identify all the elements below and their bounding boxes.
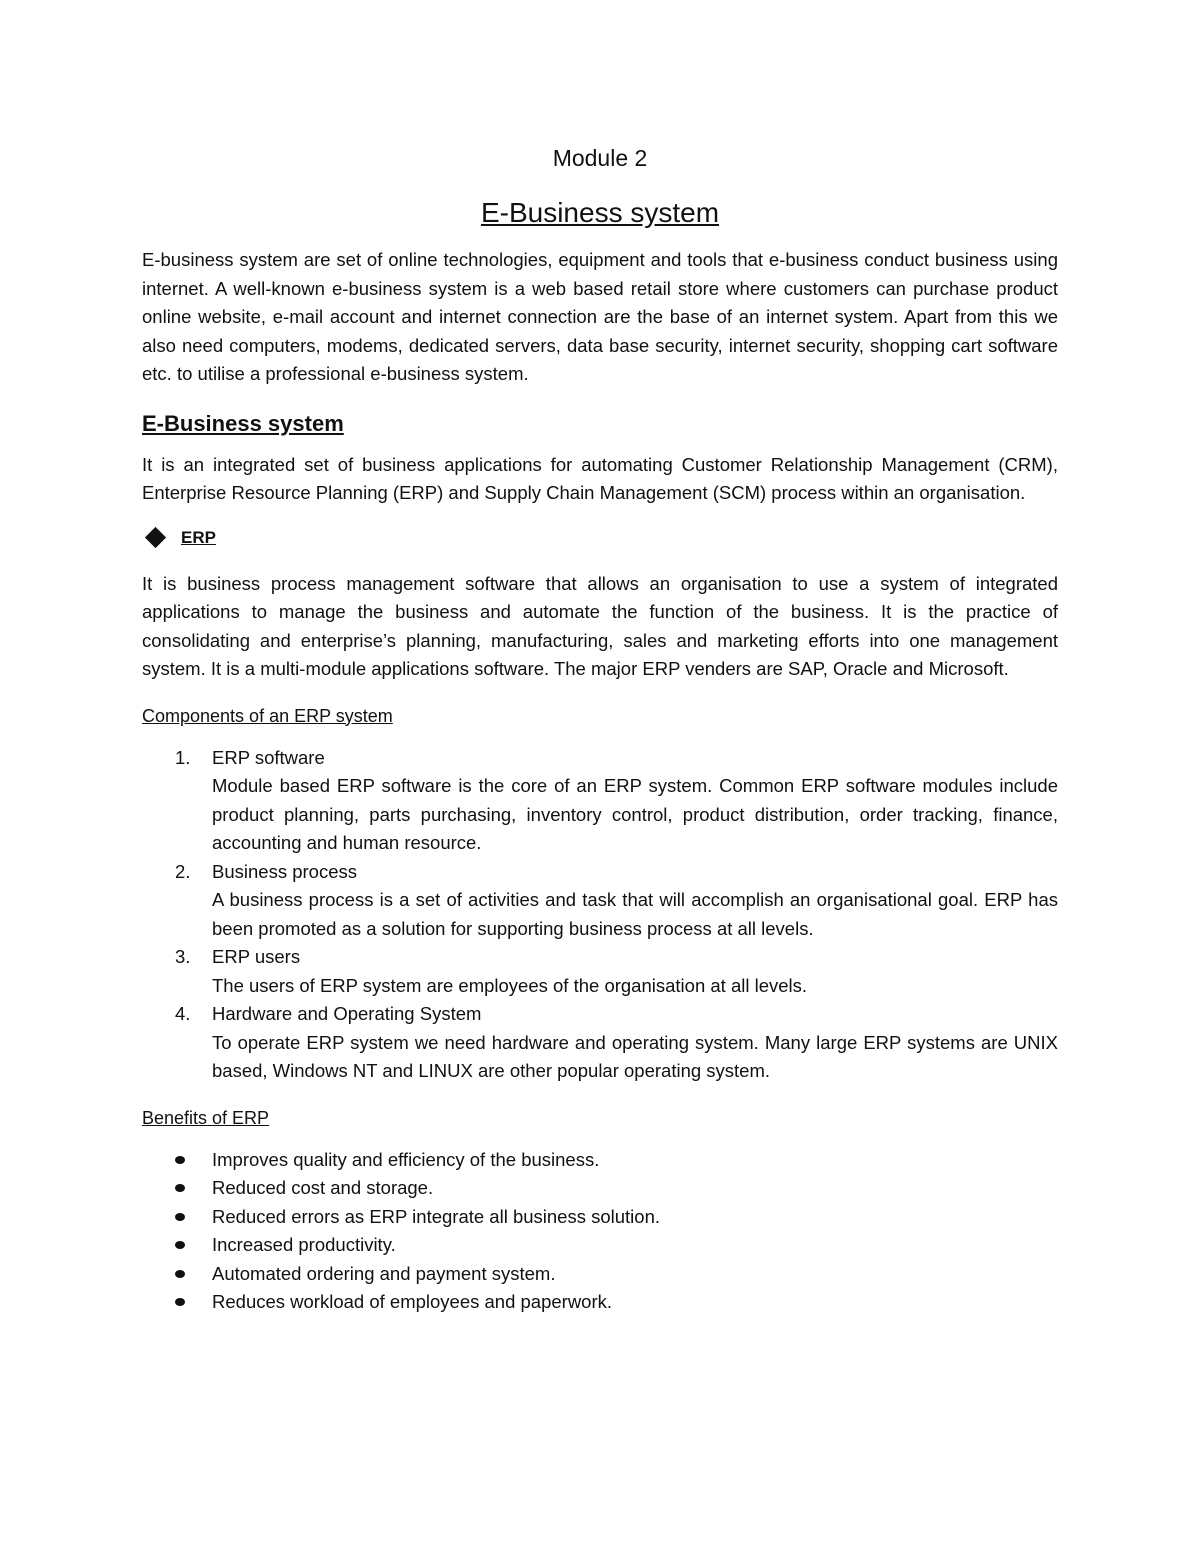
section-paragraph: It is an integrated set of business applications for automating Customer Relationship Management (CRM), Enterprise Resource Planning (ERP) and Supply Chain Management (SCM) process within an organisation. <box>142 453 1058 503</box>
item-description: The users of ERP system are employees of the organisation at all levels. <box>212 974 808 996</box>
bullet-icon <box>175 1270 185 1278</box>
benefit-text: Increased productivity. <box>212 1234 396 1255</box>
bullet-icon <box>175 1241 185 1249</box>
document-title: E-Business system <box>480 197 720 228</box>
intro-paragraph: E-business system are set of online technologies, equipment and tools that e-business conduct business using internet. A well-known e-business system is a web based retail store where customers can purchase product online website, e-mail account and internet connection are the base of an internet system. Apart from this we also need computers, modems, dedicated servers, data base security, internet security, shopping cart software etc. to utilise a professional e-business system. <box>142 249 1058 384</box>
components-heading: Components of an ERP system <box>142 705 393 726</box>
benefit-text: Reduced errors as ERP integrate all business solution. <box>212 1205 661 1227</box>
components-list <box>142 744 1058 1086</box>
list-item <box>142 1288 1058 1317</box>
list-item <box>142 1203 1058 1232</box>
benefit-text: Automated ordering and payment system. <box>212 1262 556 1284</box>
list-item <box>142 1231 1058 1260</box>
benefits-list <box>142 1146 1058 1317</box>
benefit-text: Reduces workload of employees and paperwork. <box>212 1291 613 1312</box>
list-item <box>142 943 1058 1000</box>
document-page <box>142 140 1058 1317</box>
list-item <box>142 1174 1058 1203</box>
section-heading: E-Business system <box>142 410 344 436</box>
list-item <box>142 1146 1058 1175</box>
diamond-bullet-icon <box>145 527 166 548</box>
erp-heading-label: ERP <box>181 527 216 547</box>
bullet-icon <box>175 1184 185 1192</box>
item-description: To operate ERP system we need hardware and operating system. Many large ERP systems are UNIX based, Windows NT and LINUX are other popular operating system. <box>212 1031 1058 1081</box>
item-name: Hardware and Operating System <box>212 1003 482 1024</box>
item-name: ERP software <box>212 746 325 768</box>
item-number: 3. <box>175 946 191 967</box>
erp-paragraph: It is business process management software that allows an organisation to use a system of integrated applications to manage the business and automate the function of the business. It is the practice of consolidating and enterprise’s planning, manufacturing, sales and marketing efforts into one management system. It is a multi-module applications software. The major ERP venders are SAP, Oracle and Microsoft. <box>142 572 1058 679</box>
list-item <box>142 1000 1058 1086</box>
list-item <box>142 744 1058 858</box>
item-name: Business process <box>212 860 357 882</box>
bullet-icon <box>175 1156 185 1164</box>
item-name: ERP users <box>212 946 301 967</box>
module-label: Module 2 <box>552 145 648 171</box>
bullet-icon <box>175 1213 185 1221</box>
erp-heading <box>144 524 1058 552</box>
bullet-icon <box>175 1298 185 1306</box>
list-item <box>142 858 1058 944</box>
benefits-heading: Benefits of ERP <box>142 1107 270 1128</box>
item-number: 1. <box>175 746 191 768</box>
benefit-text: Reduced cost and storage. <box>212 1177 434 1198</box>
item-number: 4. <box>175 1003 191 1024</box>
item-number: 2. <box>175 860 191 882</box>
item-description: Module based ERP software is the core of an ERP system. Common ERP software modules include product planning, parts purchasing, inventory control, product distribution, order tracking, finance, accounting and human resource. <box>212 775 1058 853</box>
benefit-text: Improves quality and efficiency of the business. <box>212 1148 600 1170</box>
item-description: A business process is a set of activities and task that will accomplish an organisational goal. ERP has been promoted as a solution for supporting business process at all levels. <box>212 889 1058 939</box>
list-item <box>142 1260 1058 1289</box>
